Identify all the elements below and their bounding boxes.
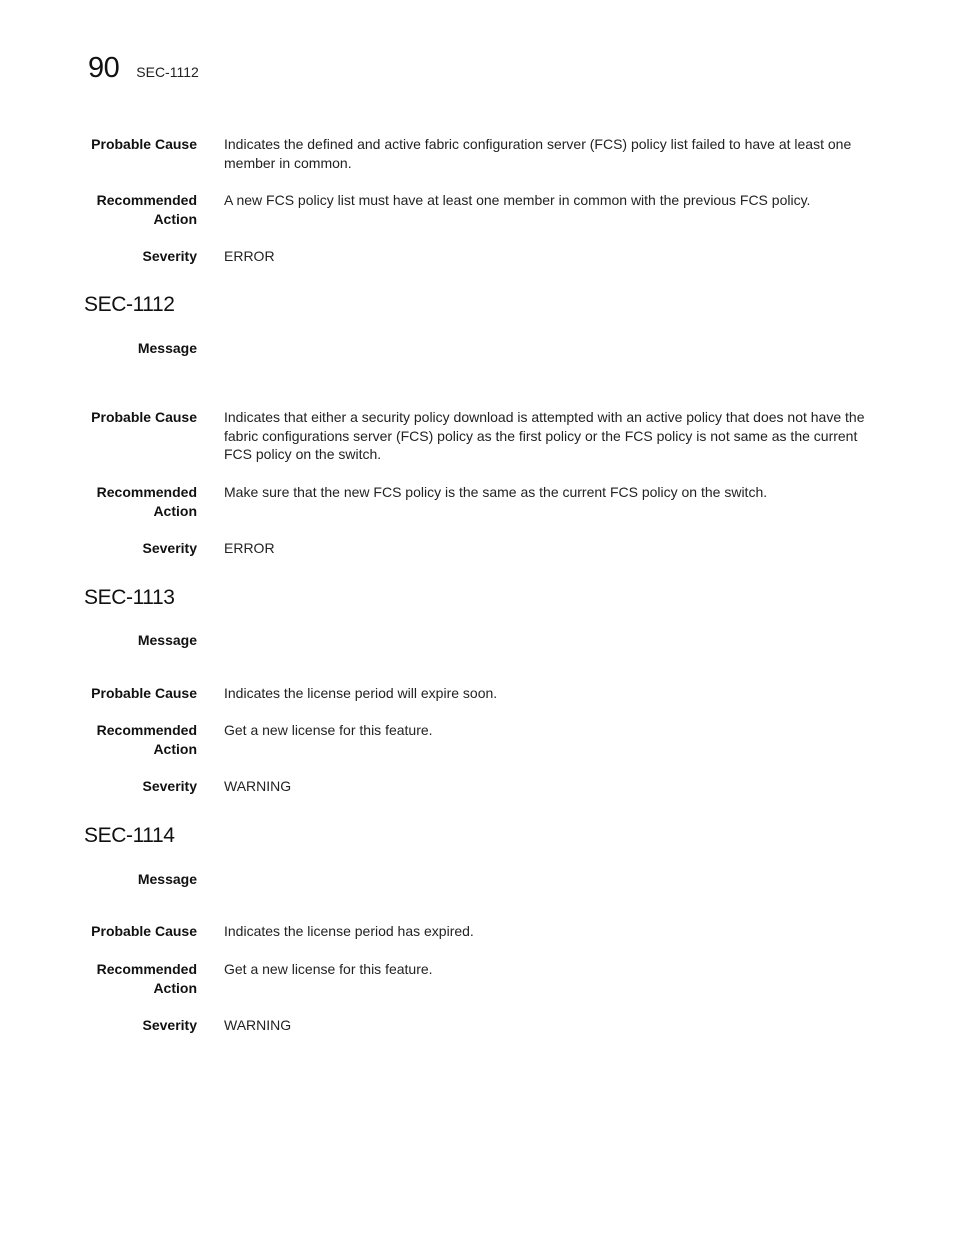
severity-value: WARNING xyxy=(224,1017,292,1033)
severity-label: Severity xyxy=(142,248,197,264)
probable-cause-label: Probable Cause xyxy=(91,685,197,701)
recommended-action-text: Get a new license for this feature. xyxy=(224,722,433,738)
page-header xyxy=(88,52,199,85)
probable-cause-text: Indicates that either a security policy download is attempted with an active policy that does not have the fabric configurations server (FCS) policy as the first policy or the FCS policy is not same as the current FCS policy on the switch. xyxy=(224,409,865,462)
section-heading: SEC-1112 xyxy=(84,293,175,316)
recommended-action-label: Recommended Action xyxy=(96,192,197,227)
probable-cause-label: Probable Cause xyxy=(91,136,197,152)
severity-label: Severity xyxy=(142,1017,197,1033)
probable-cause-text: Indicates the defined and active fabric configuration server (FCS) policy list failed to have at least one member in common. xyxy=(224,136,852,171)
severity-value: ERROR xyxy=(224,540,275,556)
section-heading: SEC-1113 xyxy=(84,586,175,609)
recommended-action-label: Recommended Action xyxy=(96,961,197,996)
message-label: Message xyxy=(137,871,197,887)
recommended-action-label: Recommended Action xyxy=(96,722,197,757)
message-label: Message xyxy=(137,632,197,648)
recommended-action-text: A new FCS policy list must have at least one member in common with the previous FCS policy. xyxy=(224,192,811,208)
message-label: Message xyxy=(137,340,197,356)
probable-cause-label: Probable Cause xyxy=(91,409,197,425)
probable-cause-text: Indicates the license period will expire soon. xyxy=(224,685,498,701)
recommended-action-text: Get a new license for this feature. xyxy=(224,961,433,977)
recommended-action-label: Recommended Action xyxy=(96,484,197,519)
running-title: SEC-1112 xyxy=(136,64,199,80)
chapter-number: 90 xyxy=(88,52,120,84)
severity-label: Severity xyxy=(142,540,197,556)
severity-value: ERROR xyxy=(224,248,275,264)
severity-label: Severity xyxy=(142,778,197,794)
severity-value: WARNING xyxy=(224,778,292,794)
probable-cause-text: Indicates the license period has expired. xyxy=(224,923,474,939)
section-heading: SEC-1114 xyxy=(84,824,175,847)
recommended-action-text: Make sure that the new FCS policy is the same as the current FCS policy on the switch. xyxy=(224,484,768,500)
probable-cause-label: Probable Cause xyxy=(91,923,197,939)
